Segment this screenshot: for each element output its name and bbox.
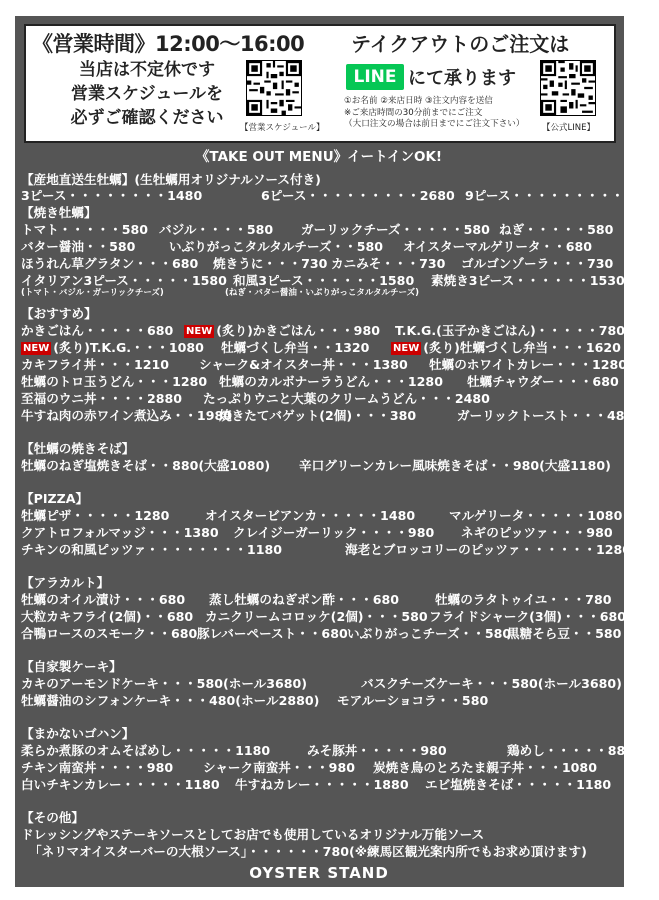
menu-item-text: チキンの和風ピッツァ・・・・・・・・1180 xyxy=(21,542,282,557)
menu-row xyxy=(21,740,635,758)
menu-item xyxy=(21,774,220,793)
menu-item-text: 【焼き牡蠣】 xyxy=(21,205,97,220)
menu-row xyxy=(21,185,659,203)
menu-item-text: 「ネリマオイスターバーの大根ソース」・・・・・・780 xyxy=(29,844,349,859)
menu-item-text: (ねぎ・バター醤油・いぶりがっこタルタルチーズ) xyxy=(225,288,420,298)
menu-item-text: ゴルゴンゾーラ・・・730 xyxy=(461,256,614,271)
menu-row xyxy=(21,320,626,338)
menu-item-text: シャーク&オイスター丼・・・1380 xyxy=(199,357,408,372)
menu-item-text: 焼きうに・・・730 xyxy=(213,256,328,271)
menu-item-text: 合鴨ロースのスモーク・・680 xyxy=(21,626,198,641)
menu-row xyxy=(21,286,621,304)
menu-row xyxy=(21,690,621,708)
menu-row xyxy=(21,202,621,220)
line-accept-text: にて承ります xyxy=(408,68,516,89)
menu-row xyxy=(21,522,621,540)
menu-row xyxy=(21,606,627,624)
menu-item-text: 白いチキンカレー・・・・・1180 xyxy=(21,777,220,792)
business-hours: 《営業時間》12:00〜16:00 xyxy=(32,32,305,56)
menu-item-text: カニみそ・・・730 xyxy=(331,256,446,271)
menu-item xyxy=(21,405,232,424)
menu-row xyxy=(21,673,621,691)
menu-item-text: 牡蠣のトロ玉うどん・・・1280 xyxy=(21,374,208,389)
menu-item-text: (炙り)かきごはん・・・980 xyxy=(216,323,380,338)
menu-item-text: チキン南蛮丼・・・・980 xyxy=(21,760,174,775)
menu-item xyxy=(299,455,611,474)
menu-item-text: 牡蠣チャウダー・・・680 xyxy=(467,374,619,389)
menu-row xyxy=(21,589,621,607)
menu-item-text: 辛口グリーンカレー風味焼きそば・・980(大盛1180) xyxy=(299,458,611,473)
menu-item-text: 蒸し牡蠣のねぎポン酢・・・680 xyxy=(209,592,400,607)
menu-row xyxy=(21,488,621,506)
menu-row xyxy=(21,841,621,859)
menu-item-text: 牡蠣のねぎ塩焼きそば・・880(大盛1080) xyxy=(21,458,271,473)
menu-item-text: 牡蠣のラタトゥイユ・・・780 xyxy=(435,592,612,607)
menu-item xyxy=(29,841,349,860)
menu-item-text: (トマト・バジル・ガーリックチーズ) xyxy=(21,288,164,298)
menu-item-text: 【おすすめ】 xyxy=(21,306,97,321)
menu-item-text: クアトロフォルマッジ・・・1380 xyxy=(21,525,219,540)
menu-item xyxy=(337,690,488,709)
menu-row xyxy=(21,807,621,825)
irregular-holiday-notice: 当店は不定休です 営業スケジュールを 必ずご確認ください xyxy=(70,60,224,128)
menu-item-text: 【自家製ケーキ】 xyxy=(21,659,122,674)
menu-row xyxy=(21,371,621,389)
menu-item-text: カキフライ丼・・・1210 xyxy=(21,357,170,372)
menu-item-text: T.K.G.(玉子かきごはん)・・・・・780 xyxy=(395,323,626,338)
menu-item-text: オイスターマルゲリータ・・680 xyxy=(403,239,592,254)
menu-row xyxy=(21,572,621,590)
menu-item-text: カキのアーモンドケーキ・・・580(ホール3680) xyxy=(21,676,308,691)
menu-row xyxy=(21,236,621,254)
menu-item xyxy=(219,405,416,424)
menu-row xyxy=(21,757,621,775)
takeout-heading: テイクアウトのご注文は xyxy=(351,32,570,56)
menu-row xyxy=(21,774,621,792)
menu-item-text: エビ塩焼きそば・・・・・1180 xyxy=(425,777,612,792)
menu-row xyxy=(21,253,621,271)
menu-item-text: トマト・・・・・580 xyxy=(21,222,149,237)
menu-item xyxy=(21,455,270,474)
menu-item-text: 9ピース・・・・・・・・・3580 xyxy=(465,188,659,203)
menu-row xyxy=(21,723,621,741)
menu-row xyxy=(21,505,621,523)
menu-item-text: 牡蠣のカルボナーラうどん・・・1280 xyxy=(219,374,443,389)
menu-item-text: ねぎ・・・・・580 xyxy=(499,222,614,237)
menu-item-text: (※練馬区観光案内所でもお求め頂けます) xyxy=(349,844,587,859)
menu-item-text: 牛すねカレー・・・・・1880 xyxy=(235,777,409,792)
menu-row xyxy=(21,354,628,372)
menu-item-text: 牡蠣づくし弁当・・1320 xyxy=(221,340,370,355)
menu-item-text: 【PIZZA】 xyxy=(21,491,89,506)
menu-item-text: みそ豚丼・・・・・980 xyxy=(307,743,447,758)
menu-item-text: 牛すね肉の赤ワイン煮込み・・1980 xyxy=(21,408,232,423)
menu-item xyxy=(425,774,611,793)
menu-item xyxy=(225,286,419,298)
menu-item xyxy=(349,841,587,860)
menu-item-text: 海老とブロッコリーのピッツァ・・・・・・1280 xyxy=(345,542,632,557)
menu-item-text: マルゲリータ・・・・・1080 xyxy=(449,508,623,523)
menu-title: 《TAKE OUT MENU》イートインOK! xyxy=(195,149,443,165)
menu-item-text: バスクチーズケーキ・・・580(ホール3680) xyxy=(361,676,622,691)
menu-item-text: 豚レバーペースト・・680 xyxy=(197,626,348,641)
menu-item-text: クレイジーガーリック・・・・980 xyxy=(233,525,435,540)
menu-item-text: 牡蠣のホワイトカレー・・・1280 xyxy=(429,357,628,372)
menu-item-text: 炭焼き鳥のとろたま親子丼・・・1080 xyxy=(373,760,597,775)
menu-item-text: 黒糖そら豆・・580 xyxy=(507,626,622,641)
menu-item-text: ネギのピッツァ・・・980 xyxy=(461,525,613,540)
menu-item-text: 【産地直送生牡蠣】(生牡蠣用オリジナルソース付き) xyxy=(21,172,321,187)
menu-row xyxy=(21,405,634,423)
menu-item-text: モアルーショコラ・・580 xyxy=(337,693,489,708)
menu-item-text: かきごはん・・・・・680 xyxy=(21,323,174,338)
info-header xyxy=(24,24,616,143)
menu-row xyxy=(21,337,621,355)
new-badge: NEW xyxy=(23,343,50,354)
menu-row xyxy=(21,303,621,321)
menu-item-text: 牡蠣ピザ・・・・・1280 xyxy=(21,508,170,523)
menu-row xyxy=(21,824,621,842)
menu-item xyxy=(21,690,319,709)
menu-item-text: バジル・・・・580 xyxy=(159,222,274,237)
menu-item-text: ガーリックトースト・・・480 xyxy=(457,408,634,423)
new-badge: NEW xyxy=(186,326,213,337)
menu-row xyxy=(21,388,621,406)
menu-item-text: 鶏めし・・・・・880 xyxy=(507,743,635,758)
menu-item-text: オイスタービアンカ・・・・・1480 xyxy=(205,508,416,523)
menu-item-text: ガーリックチーズ・・・・・580 xyxy=(301,222,490,237)
menu-item-text: 【牡蠣の焼きそば】 xyxy=(21,441,135,456)
menu-item xyxy=(21,539,282,558)
menu-item xyxy=(507,623,621,642)
menu-item xyxy=(457,405,633,424)
menu-item-text: 牡蠣のオイル漬け・・・680 xyxy=(21,592,186,607)
menu-row xyxy=(21,455,621,473)
menu-item xyxy=(235,774,409,793)
menu-item xyxy=(197,623,348,642)
menu-item-text: 和風3ピース・・・・・・1580 xyxy=(233,273,415,288)
new-badge: NEW xyxy=(393,343,420,354)
menu-item-text: いぶりがっこタルタルチーズ・・580 xyxy=(169,239,384,254)
schedule-qr-code-icon[interactable] xyxy=(246,60,302,116)
line-qr-caption: 【公式LINE】 xyxy=(542,123,595,133)
menu-item-text: 大粒カキフライ(2個)・・680 xyxy=(21,609,194,624)
menu-item-text: 焼きたてバゲット(2個)・・・380 xyxy=(219,408,417,423)
menu-item-text: 柔らか煮豚のオムそばめし・・・・・1180 xyxy=(21,743,271,758)
order-notes: ①お名前 ②来店日時 ③注文内容を送信 ※ご来店時間の30分前までにご注文 （大口注文の場合は前日までにご注文下さい） xyxy=(344,96,525,129)
line-badge: LINE xyxy=(346,64,404,90)
menu-item-text: (炙り)T.K.G.・・・1080 xyxy=(53,340,204,355)
menu-row xyxy=(21,656,621,674)
menu-item-text: 【その他】 xyxy=(21,810,84,825)
menu-item-text: 【アラカルト】 xyxy=(21,575,110,590)
menu-row xyxy=(21,219,621,237)
shop-name-footer: OYSTER STAND xyxy=(249,864,389,882)
menu-item-text: バター醤油・・580 xyxy=(21,239,136,254)
menu-item-text: カニクリームコロッケ(2個)・・・580 xyxy=(205,609,428,624)
menu-item-text: 3ピース・・・・・・・・1480 xyxy=(21,188,203,203)
menu-item xyxy=(347,623,511,642)
menu-item-text: 牡蠣醤油のシフォンケーキ・・・480(ホール2880) xyxy=(21,693,320,708)
menu-item-text: ドレッシングやステーキソースとしてお店でも使用しているオリジナル万能ソース xyxy=(21,827,485,842)
menu-item-text: 至福のウニ丼・・・・2880 xyxy=(21,391,182,406)
menu-item xyxy=(21,286,164,298)
menu-row xyxy=(21,623,621,641)
menu-item xyxy=(345,539,631,558)
menu-row xyxy=(21,438,621,456)
menu-item-text: (炙り)牡蠣づくし弁当・・・1620 xyxy=(423,340,621,355)
menu-item-text: イタリアン3ピース・・・・・1580 xyxy=(21,273,227,288)
schedule-qr-caption: 【営業スケジュール】 xyxy=(240,123,325,133)
line-qr-code-icon[interactable] xyxy=(540,60,596,116)
menu-item-text: フライドシャーク(3個)・・・680 xyxy=(429,609,627,624)
menu-item-text: たっぷりウニと大葉のクリームうどん・・・2480 xyxy=(203,391,490,406)
menu-row xyxy=(21,539,632,557)
menu-item-text: ほうれん草グラタン・・・680 xyxy=(21,256,199,271)
menu-item xyxy=(21,623,197,642)
menu-item-text: いぶりがっこチーズ・・580 xyxy=(347,626,512,641)
menu-item-text: 6ピース・・・・・・・・・2680 xyxy=(261,188,455,203)
menu-item-text: シャーク南蛮丼・・・980 xyxy=(203,760,355,775)
menu-item-text: 素焼き3ピース・・・・・・1530 xyxy=(431,273,625,288)
menu-item-text: 【まかないゴハン】 xyxy=(21,726,135,741)
